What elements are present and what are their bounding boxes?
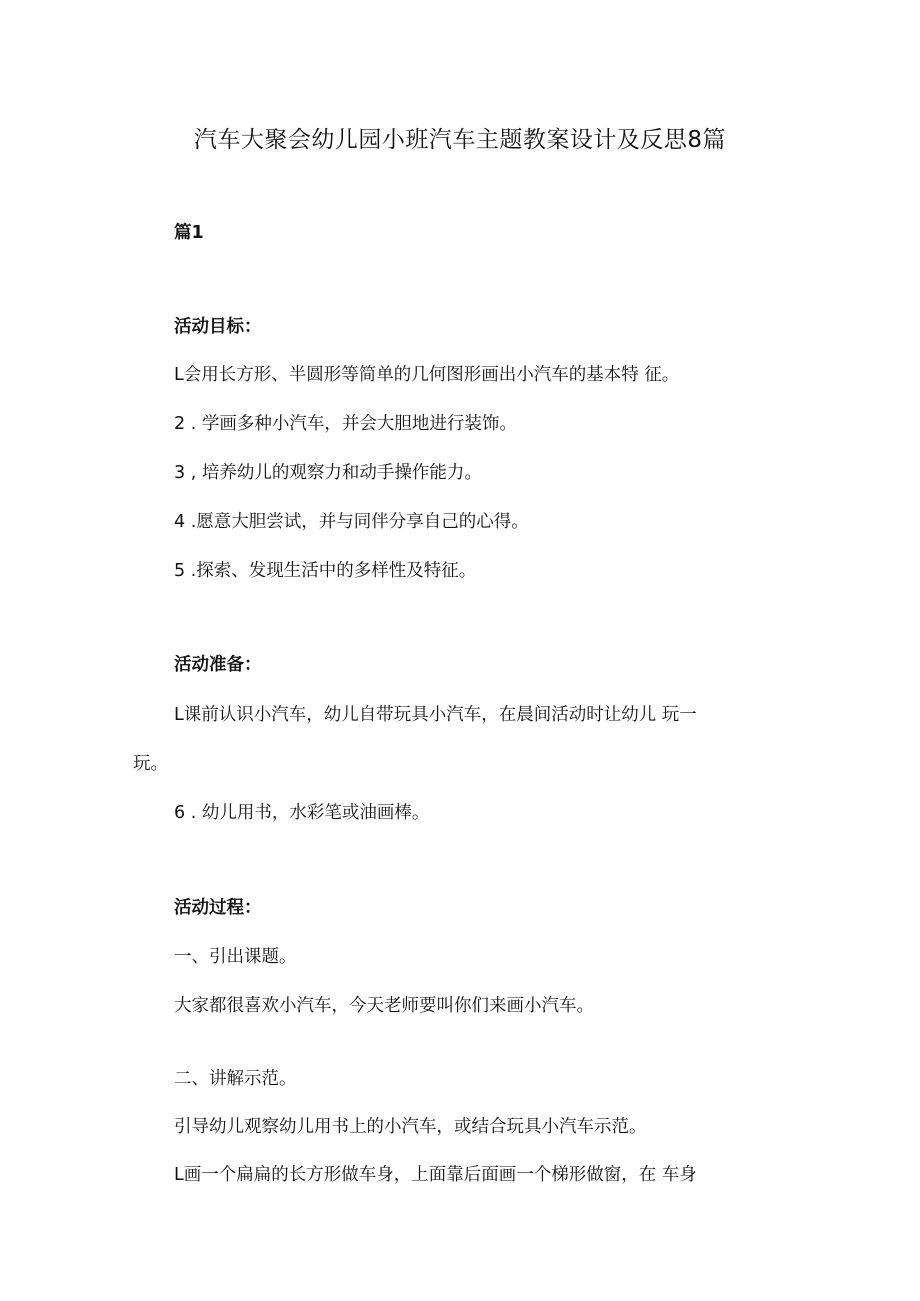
prep-item-1-tail: 玩。 [133, 754, 168, 774]
goal-item-2: 2 . 学画多种小汽车，并会大胆地进行装饰。 [174, 414, 517, 434]
document-title: 汽车大聚会幼儿园小班汽车主题教案设计及反思8篇 [193, 127, 727, 153]
process-step2-item1: L画一个扁扁的长方形做车身，上面靠后面画一个梯形做窗，在 车身 [174, 1165, 697, 1185]
prep-item-2: 6 . 幼儿用书，水彩笔或油画棒。 [174, 803, 430, 823]
goals-heading: 活动目标： [174, 317, 262, 337]
process-step1-title: 一、引出课题。 [174, 947, 297, 967]
prep-heading: 活动准备： [174, 655, 262, 675]
goal-item-5: 5 .探索、发现生活中的多样性及特征。 [174, 561, 477, 581]
process-step2-text: 引导幼儿观察幼儿用书上的小汽车，或结合玩具小汽车示范。 [174, 1117, 647, 1137]
process-heading: 活动过程： [174, 898, 262, 918]
goal-item-3: 3 , 培养幼儿的观察力和动手操作能力。 [174, 463, 482, 483]
prep-item-1: L课前认识小汽车，幼儿自带玩具小汽车，在晨间活动时让幼儿 玩一 [174, 705, 697, 725]
goal-item-4: 4 .愿意大胆尝试，并与同伴分享自己的心得。 [174, 512, 529, 532]
chapter-heading: 篇1 [174, 223, 204, 243]
process-step1-text: 大家都很喜欢小汽车，今天老师要叫你们来画小汽车。 [174, 996, 594, 1016]
process-step2-title: 二、讲解示范。 [174, 1069, 297, 1089]
goal-item-1: L会用长方形、半圆形等简单的几何图形画出小汽车的基本特 征。 [174, 365, 680, 385]
